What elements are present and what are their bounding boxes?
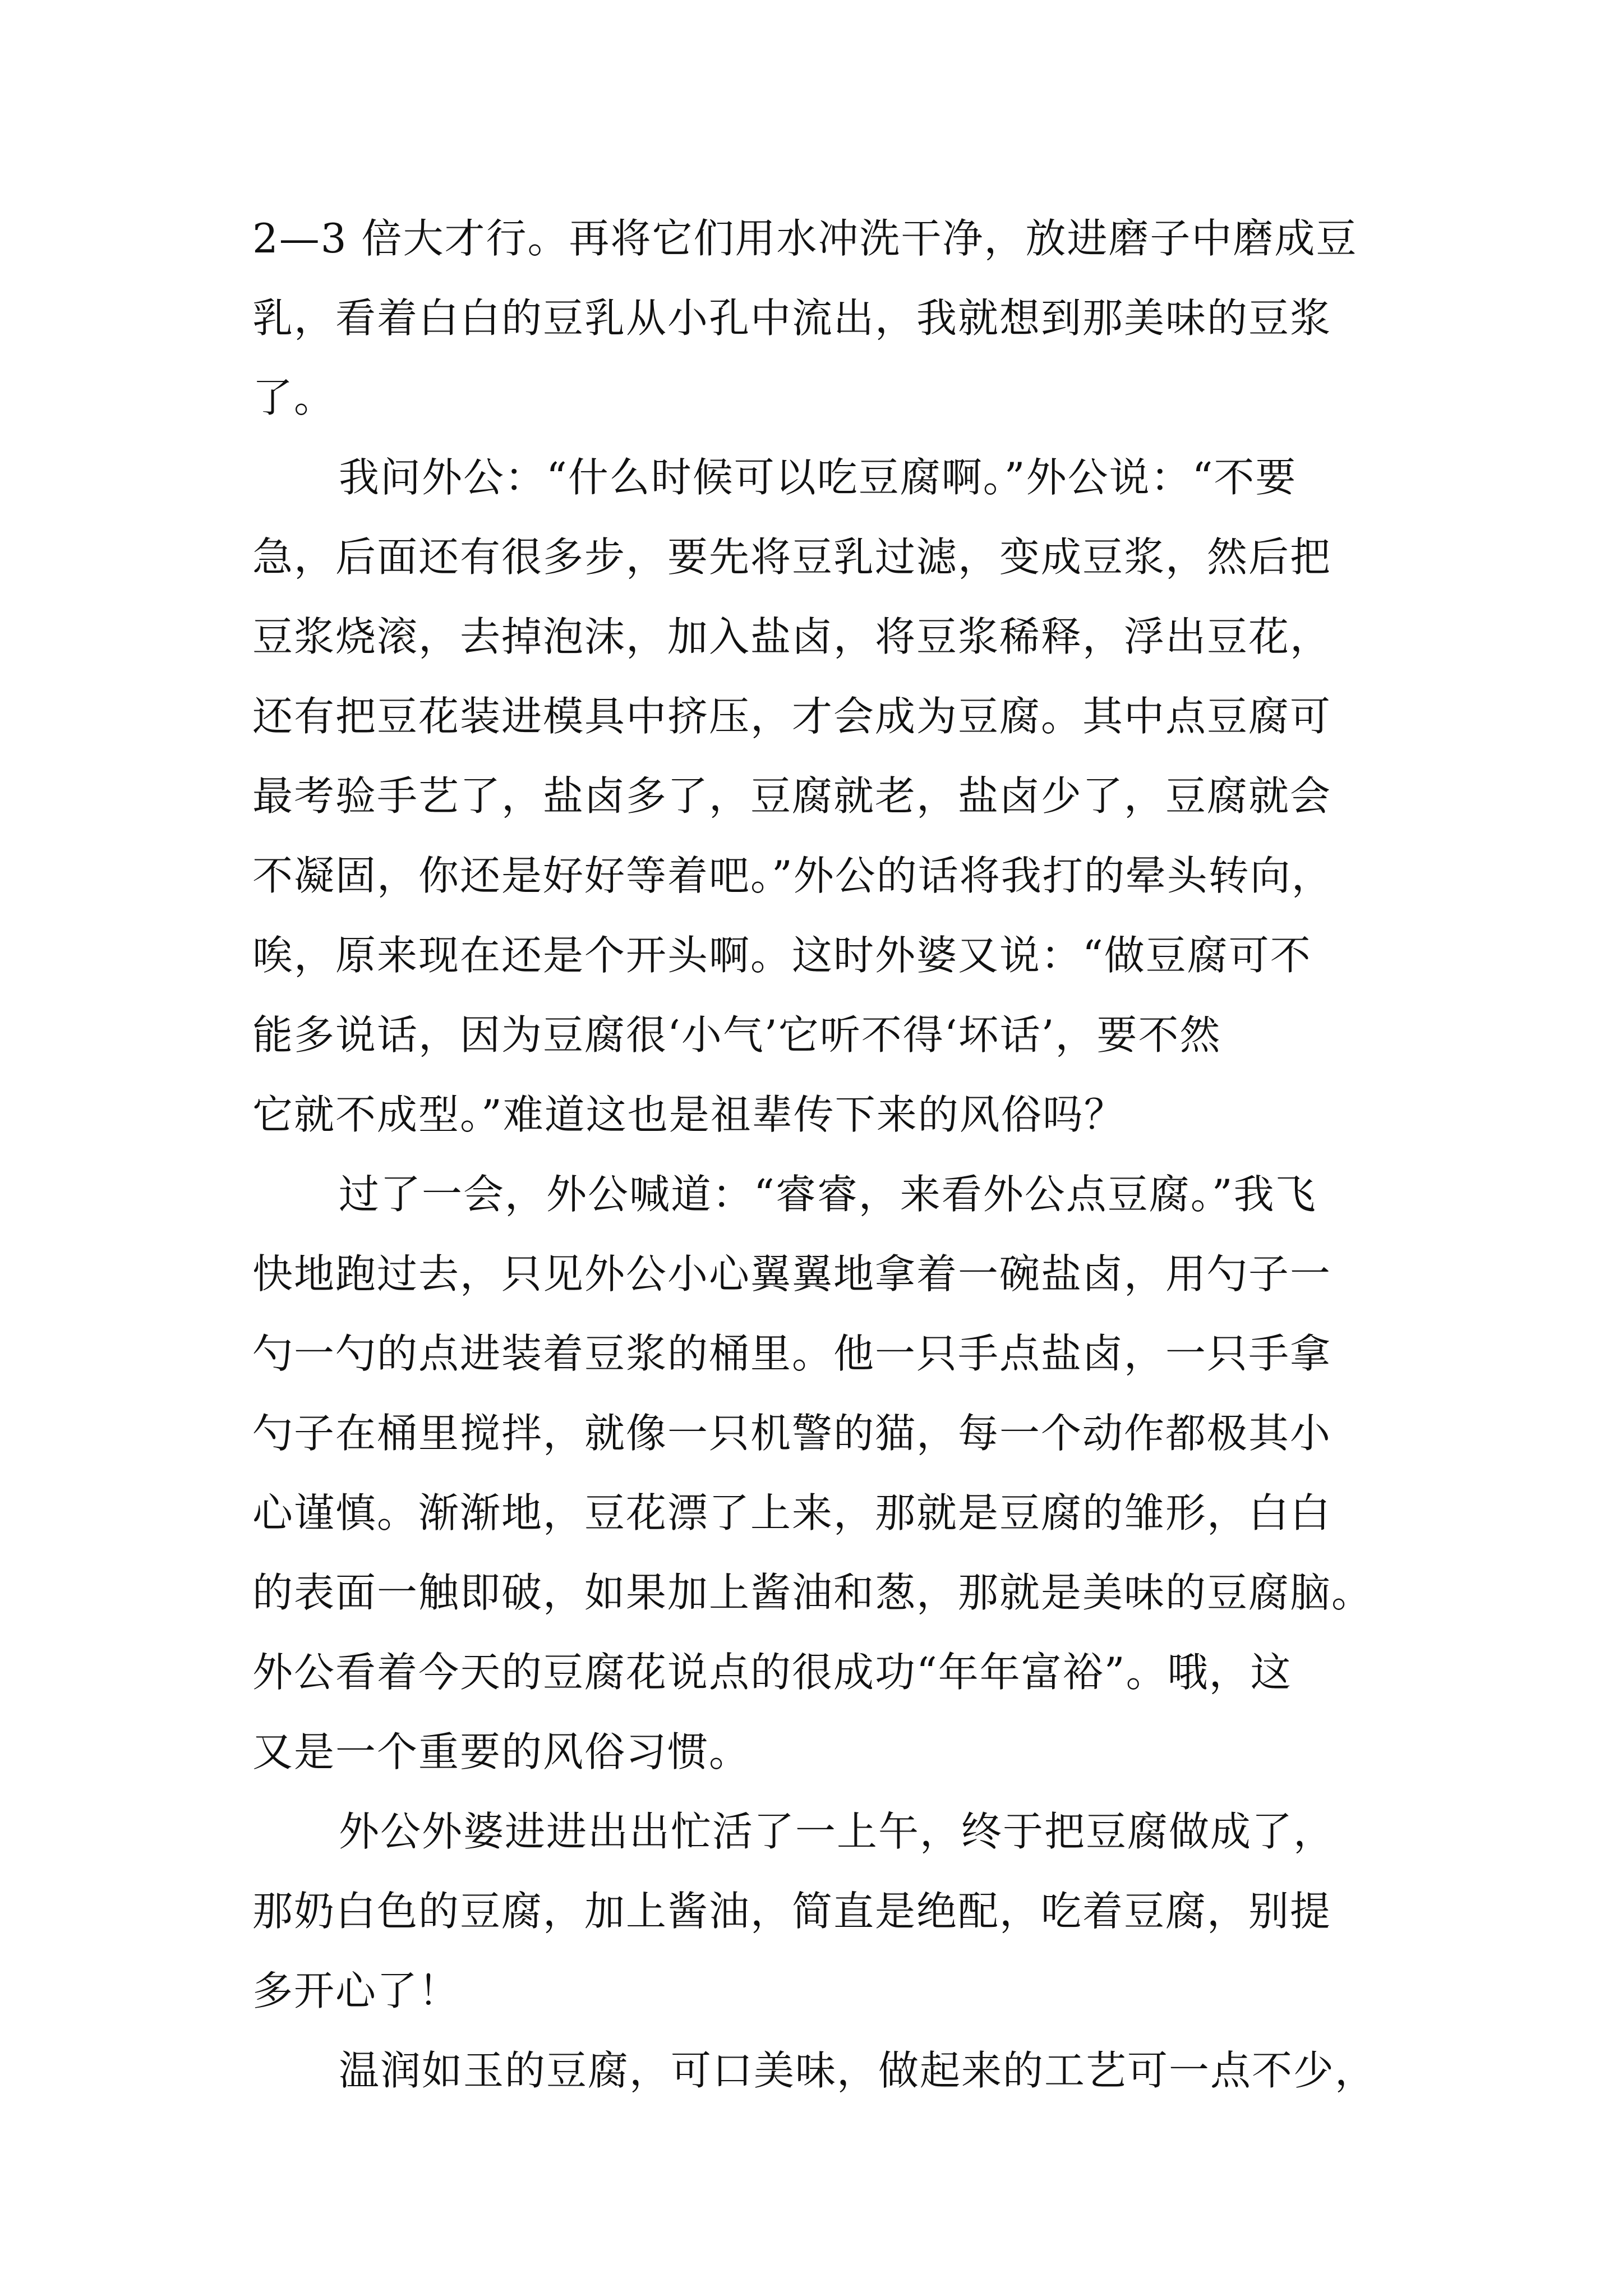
paragraph-first-line: 过了一会，外公喊道：“睿睿，来看外公点豆腐。”我飞 [339,1171,1317,1218]
paragraph-first-line: 外公外婆进进出出忙活了一上午，终于把豆腐做成了， [339,1808,1335,1855]
text-line: 那奶白色的豆腐，加上酱油，简直是绝配，吃着豆腐，别提 [252,1888,1332,1935]
text-line: 最考验手艺了，盐卤多了，豆腐就老，盐卤少了，豆腐就会 [252,772,1332,820]
text-line: 心谨慎。渐渐地，豆花漂了上来，那就是豆腐的雏形，白白 [252,1489,1332,1536]
text-line: 勺子在桶里搅拌，就像一只机警的猫，每一个动作都极其小 [252,1410,1332,1457]
text-line: 多开心了！ [252,1967,460,2014]
text-line: 快地跑过去，只见外公小心翼翼地拿着一碗盐卤，用勺子一 [252,1250,1332,1297]
text-line: 的表面一触即破，如果加上酱油和葱，那就是美味的豆腐脑。 [252,1569,1373,1616]
text-line: 唉，原来现在还是个开头啊。这时外婆又说：“做豆腐可不 [252,932,1312,979]
text-line: 它就不成型。”难道这也是祖辈传下来的风俗吗？ [252,1091,1126,1138]
text-line: 乳，看着白白的豆乳从小孔中流出，我就想到那美味的豆浆 [252,295,1332,342]
paragraph-first-line: 温润如玉的豆腐，可口美味，做起来的工艺可一点不少， [339,2047,1377,2094]
text-line: 豆浆烧滚，去掉泡沫，加入盐卤，将豆浆稀释，浮出豆花， [252,613,1332,660]
text-line: 还有把豆花装进模具中挤压，才会成为豆腐。其中点豆腐可 [252,693,1332,740]
text-line: 能多说话，因为豆腐很‘小气’它听不得‘坏话’，要不然 [252,1011,1221,1059]
text-line: 外公看着今天的豆腐花说点的很成功“年年富裕”。哦，这 [252,1649,1292,1696]
paragraph-first-line: 我问外公：“什么时候可以吃豆腐啊。”外公说：“不要 [339,454,1297,501]
text-line: 不凝固，你还是好好等着吧。”外公的话将我打的晕头转向， [252,852,1333,899]
text-line: 了。 [252,374,336,421]
text-line: 又是一个重要的风俗习惯。 [252,1728,751,1775]
text-line: 勺一勺的点进装着豆浆的桶里。他一只手点盐卤，一只手拿 [252,1330,1332,1377]
text-line: 急，后面还有很多步，要先将豆乳过滤，变成豆浆，然后把 [252,533,1332,581]
text-line: 2—3 倍大才行。再将它们用水冲洗干净，放进磨子中磨成豆 [252,215,1358,262]
